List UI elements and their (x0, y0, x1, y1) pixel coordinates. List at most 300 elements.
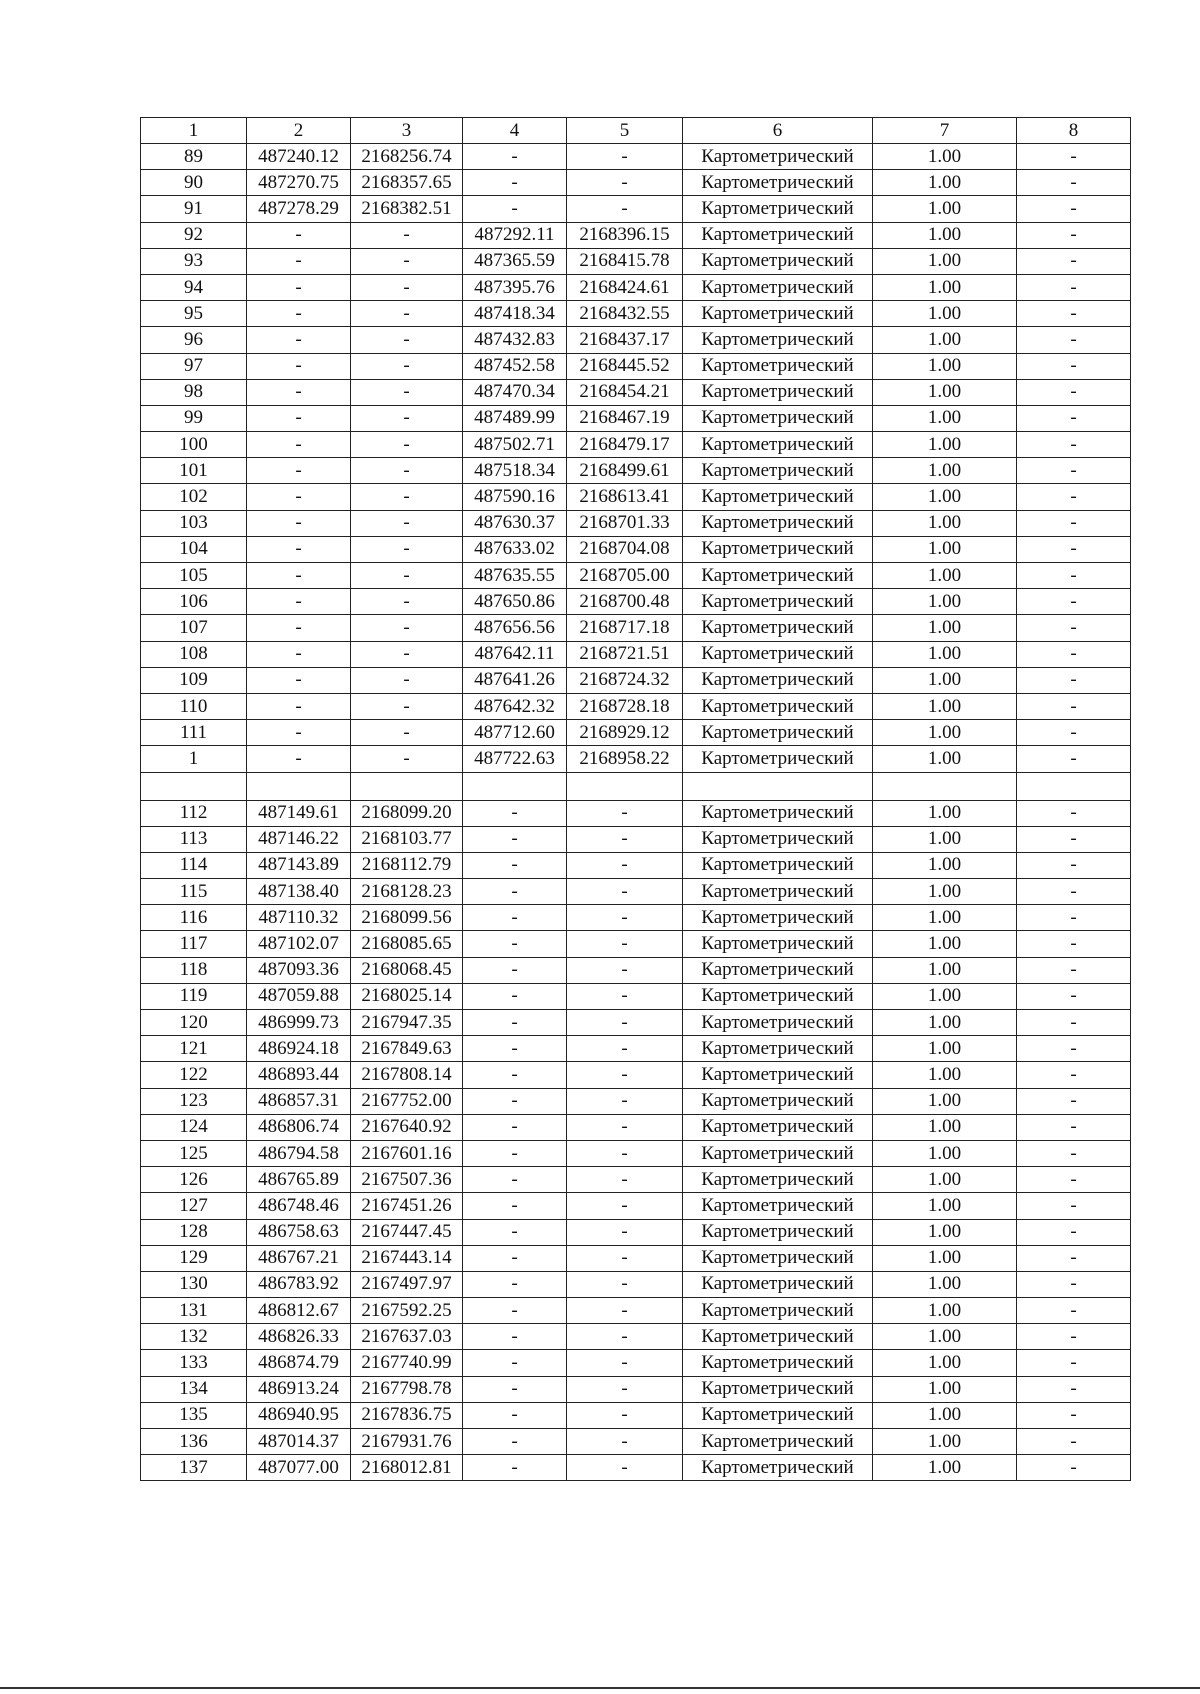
table-cell: 134 (141, 1376, 247, 1402)
table-cell: 1.00 (873, 510, 1017, 536)
table-cell: Картометрический (683, 931, 873, 957)
table-cell: - (1017, 1036, 1131, 1062)
table-row (141, 720, 1131, 746)
table-cell: Картометрический (683, 1114, 873, 1140)
table-cell: 128 (141, 1219, 247, 1245)
column-header: 3 (351, 118, 463, 144)
table-cell: 1.00 (873, 879, 1017, 905)
table-cell: 487292.11 (463, 222, 567, 248)
table-cell: - (567, 1010, 683, 1036)
table-cell: 1 (141, 746, 247, 772)
table-cell: - (1017, 1455, 1131, 1481)
table-cell: Картометрический (683, 327, 873, 353)
table-cell: 486913.24 (247, 1376, 351, 1402)
table-cell: 107 (141, 615, 247, 641)
table-cell: 487633.02 (463, 536, 567, 562)
table-cell: - (351, 563, 463, 589)
table-cell: 2168025.14 (351, 983, 463, 1009)
table-cell: - (1017, 1193, 1131, 1219)
table-cell: 1.00 (873, 248, 1017, 274)
table-cell: 90 (141, 170, 247, 196)
table-cell: 2168724.32 (567, 667, 683, 693)
coordinates-table (140, 117, 1131, 1481)
table-cell: 2167947.35 (351, 1010, 463, 1036)
table-cell: - (567, 1167, 683, 1193)
table-row (141, 641, 1131, 667)
table-row (141, 536, 1131, 562)
table-cell: 2167592.25 (351, 1298, 463, 1324)
table-cell: 486893.44 (247, 1062, 351, 1088)
table-cell: - (1017, 353, 1131, 379)
table-cell: - (1017, 1088, 1131, 1114)
table-cell: 2167640.92 (351, 1114, 463, 1140)
table-cell: 109 (141, 667, 247, 693)
table-cell: - (1017, 1010, 1131, 1036)
table-cell: 96 (141, 327, 247, 353)
table-cell: - (247, 458, 351, 484)
table-cell: Картометрический (683, 222, 873, 248)
table-cell: 487365.59 (463, 248, 567, 274)
table-cell: - (1017, 274, 1131, 300)
table-cell: 486765.89 (247, 1167, 351, 1193)
table-cell: 486924.18 (247, 1036, 351, 1062)
table-cell: 113 (141, 826, 247, 852)
table-cell: 2167808.14 (351, 1062, 463, 1088)
table-cell: 487418.34 (463, 301, 567, 327)
table-cell: 2168068.45 (351, 957, 463, 983)
table-row (141, 144, 1131, 170)
table-cell: 132 (141, 1324, 247, 1350)
table-cell: Картометрический (683, 170, 873, 196)
table-cell: 1.00 (873, 170, 1017, 196)
table-cell: - (463, 1271, 567, 1297)
table-cell: 2168721.51 (567, 641, 683, 667)
table-cell: 2168705.00 (567, 563, 683, 589)
table-cell: 1.00 (873, 615, 1017, 641)
table-cell: 1.00 (873, 1324, 1017, 1350)
table-cell: Картометрический (683, 484, 873, 510)
table-cell: 1.00 (873, 905, 1017, 931)
table-cell: 486794.58 (247, 1140, 351, 1166)
table-cell: - (567, 1376, 683, 1402)
table-cell: 1.00 (873, 1350, 1017, 1376)
table-cell: 2168432.55 (567, 301, 683, 327)
table-cell: 1.00 (873, 983, 1017, 1009)
table-cell: 1.00 (873, 327, 1017, 353)
table-cell: Картометрический (683, 1193, 873, 1219)
table-cell: 112 (141, 800, 247, 826)
table-cell: 2167836.75 (351, 1402, 463, 1428)
table-cell: 2168357.65 (351, 170, 463, 196)
table-cell: 1.00 (873, 1271, 1017, 1297)
table-cell: - (1017, 1429, 1131, 1455)
table-cell: - (1017, 379, 1131, 405)
table-row (141, 800, 1131, 826)
table-cell: - (247, 301, 351, 327)
table-row (141, 615, 1131, 641)
table-cell: - (247, 405, 351, 431)
table-cell: 2168099.20 (351, 800, 463, 826)
table-cell: 486783.92 (247, 1271, 351, 1297)
table-cell: Картометрический (683, 615, 873, 641)
table-cell: - (247, 615, 351, 641)
table-cell: - (1017, 432, 1131, 458)
table-row (141, 274, 1131, 300)
table-cell: 1.00 (873, 301, 1017, 327)
table-cell: Картометрический (683, 458, 873, 484)
table-cell: 1.00 (873, 931, 1017, 957)
table-cell: - (463, 826, 567, 852)
table-cell: 104 (141, 536, 247, 562)
table-cell: 2168424.61 (567, 274, 683, 300)
table-cell: - (1017, 826, 1131, 852)
table-row (141, 563, 1131, 589)
column-header: 4 (463, 118, 567, 144)
table-row (141, 1429, 1131, 1455)
table-cell: 487014.37 (247, 1429, 351, 1455)
table-cell: 2168958.22 (567, 746, 683, 772)
table-cell: - (567, 1429, 683, 1455)
table-cell: - (567, 1402, 683, 1428)
table-row (141, 1376, 1131, 1402)
table-cell: 137 (141, 1455, 247, 1481)
table-cell: 487240.12 (247, 144, 351, 170)
table-cell: - (247, 563, 351, 589)
table-row (141, 852, 1131, 878)
table-cell: Картометрический (683, 1376, 873, 1402)
table-cell: - (1017, 1324, 1131, 1350)
table-cell: - (247, 327, 351, 353)
table-cell: 1.00 (873, 852, 1017, 878)
table-cell: Картометрический (683, 1350, 873, 1376)
table-cell: 2168467.19 (567, 405, 683, 431)
table-cell: 92 (141, 222, 247, 248)
table-row (141, 931, 1131, 957)
column-header: 6 (683, 118, 873, 144)
table-cell: 487642.11 (463, 641, 567, 667)
table-cell: 2168103.77 (351, 826, 463, 852)
table-cell: Картометрический (683, 957, 873, 983)
table-cell: 1.00 (873, 222, 1017, 248)
table-cell: 1.00 (873, 1167, 1017, 1193)
table-cell: 1.00 (873, 1036, 1017, 1062)
table-cell: 126 (141, 1167, 247, 1193)
table-cell: 487502.71 (463, 432, 567, 458)
table-cell: - (1017, 879, 1131, 905)
table-cell: 1.00 (873, 957, 1017, 983)
table-cell: - (567, 931, 683, 957)
table-cell: Картометрический (683, 1088, 873, 1114)
table-cell: 487518.34 (463, 458, 567, 484)
table-cell: - (567, 1219, 683, 1245)
table-cell: - (463, 1193, 567, 1219)
table-row (141, 301, 1131, 327)
table-cell: Картометрический (683, 800, 873, 826)
table-cell: 116 (141, 905, 247, 931)
table-cell: - (567, 800, 683, 826)
table-cell: Картометрический (683, 1219, 873, 1245)
column-header: 2 (247, 118, 351, 144)
table-cell: 487635.55 (463, 563, 567, 589)
table-cell: Картометрический (683, 1167, 873, 1193)
table-cell: 1.00 (873, 826, 1017, 852)
table-cell: - (463, 1324, 567, 1350)
table-cell: Картометрический (683, 720, 873, 746)
table-cell: - (463, 1298, 567, 1324)
table-cell: - (1017, 800, 1131, 826)
table-cell: 1.00 (873, 274, 1017, 300)
table-cell: 1.00 (873, 1062, 1017, 1088)
table-cell: - (247, 222, 351, 248)
table-cell: 1.00 (873, 1088, 1017, 1114)
table-cell: 100 (141, 432, 247, 458)
table-cell (463, 772, 567, 800)
table-row (141, 1167, 1131, 1193)
table-cell: 486758.63 (247, 1219, 351, 1245)
table-cell: 487093.36 (247, 957, 351, 983)
table-cell: Картометрический (683, 1271, 873, 1297)
table-cell: 1.00 (873, 800, 1017, 826)
table-cell: - (351, 458, 463, 484)
table-cell: Картометрический (683, 1036, 873, 1062)
table-cell: 2167849.63 (351, 1036, 463, 1062)
table-cell: 127 (141, 1193, 247, 1219)
table-cell: Картометрический (683, 1140, 873, 1166)
table-cell: - (1017, 536, 1131, 562)
table-cell: - (1017, 301, 1131, 327)
table-cell: 91 (141, 196, 247, 222)
table-cell (351, 772, 463, 800)
table-cell: 1.00 (873, 144, 1017, 170)
table-cell: - (247, 484, 351, 510)
table-cell: - (1017, 1140, 1131, 1166)
table-cell: 2168099.56 (351, 905, 463, 931)
table-row (141, 1402, 1131, 1428)
table-cell: Картометрический (683, 248, 873, 274)
table-cell: - (1017, 720, 1131, 746)
column-header: 5 (567, 118, 683, 144)
table-cell: 486767.21 (247, 1245, 351, 1271)
table-cell: 1.00 (873, 484, 1017, 510)
table-cell: - (1017, 641, 1131, 667)
table-cell: 487149.61 (247, 800, 351, 826)
table-cell: 125 (141, 1140, 247, 1166)
table-cell: - (567, 1298, 683, 1324)
table-cell: 1.00 (873, 1114, 1017, 1140)
table-row (141, 405, 1131, 431)
table-cell: - (351, 615, 463, 641)
table-row (141, 1219, 1131, 1245)
table-cell: 95 (141, 301, 247, 327)
table-cell: - (247, 693, 351, 719)
table-cell: Картометрический (683, 905, 873, 931)
table-row (141, 222, 1131, 248)
table-cell: 486826.33 (247, 1324, 351, 1350)
table-cell: - (463, 800, 567, 826)
table-cell: 106 (141, 589, 247, 615)
table-cell (141, 772, 247, 800)
table-cell: Картометрический (683, 641, 873, 667)
table-cell: 2168499.61 (567, 458, 683, 484)
table-cell: 130 (141, 1271, 247, 1297)
table-cell: 1.00 (873, 432, 1017, 458)
table-cell: 99 (141, 405, 247, 431)
table-cell: - (463, 1114, 567, 1140)
table-cell: 120 (141, 1010, 247, 1036)
table-cell: - (1017, 222, 1131, 248)
table-cell: - (567, 1114, 683, 1140)
table-cell: - (1017, 957, 1131, 983)
table-cell (683, 772, 873, 800)
table-cell: 98 (141, 379, 247, 405)
table-cell: 121 (141, 1036, 247, 1062)
table-cell: 487722.63 (463, 746, 567, 772)
table-cell: 1.00 (873, 353, 1017, 379)
table-cell: - (567, 879, 683, 905)
table-cell: - (351, 484, 463, 510)
table-cell: Картометрический (683, 405, 873, 431)
table-row (141, 379, 1131, 405)
table-separator-row (141, 772, 1131, 800)
table-cell: Картометрический (683, 1245, 873, 1271)
table-cell: - (247, 274, 351, 300)
table-cell: - (463, 144, 567, 170)
table-cell: 133 (141, 1350, 247, 1376)
table-cell: - (1017, 615, 1131, 641)
table-cell: 2167497.97 (351, 1271, 463, 1297)
table-cell: - (1017, 1402, 1131, 1428)
table-cell: - (351, 589, 463, 615)
table-row (141, 1455, 1131, 1481)
table-cell: 123 (141, 1088, 247, 1114)
table-cell: Картометрический (683, 1324, 873, 1350)
table-cell: 136 (141, 1429, 247, 1455)
table-cell: - (247, 667, 351, 693)
table-cell: - (247, 641, 351, 667)
table-cell: - (351, 536, 463, 562)
table-cell: 2168128.23 (351, 879, 463, 905)
table-cell: - (1017, 746, 1131, 772)
table-cell: 487630.37 (463, 510, 567, 536)
table-cell: - (1017, 1350, 1131, 1376)
table-cell: - (463, 1455, 567, 1481)
table-row (141, 458, 1131, 484)
table-cell: Картометрический (683, 144, 873, 170)
table-cell: - (463, 879, 567, 905)
table-cell: 1.00 (873, 641, 1017, 667)
table-cell: Картометрический (683, 563, 873, 589)
table-cell: Картометрический (683, 1298, 873, 1324)
table-cell: 108 (141, 641, 247, 667)
table-cell: 487278.29 (247, 196, 351, 222)
table-cell: 1.00 (873, 1193, 1017, 1219)
table-cell: 487270.75 (247, 170, 351, 196)
table-cell: 487395.76 (463, 274, 567, 300)
table-cell: 2168728.18 (567, 693, 683, 719)
table-cell: 118 (141, 957, 247, 983)
table-cell: - (351, 746, 463, 772)
table-cell: 2167447.45 (351, 1219, 463, 1245)
table-cell: 2168717.18 (567, 615, 683, 641)
table-cell: 1.00 (873, 1140, 1017, 1166)
table-cell: - (1017, 1245, 1131, 1271)
table-cell: - (1017, 510, 1131, 536)
table-cell: 487077.00 (247, 1455, 351, 1481)
table-row (141, 826, 1131, 852)
table-cell: - (351, 301, 463, 327)
page-bottom-rule (0, 1687, 1200, 1689)
table-cell: 2167740.99 (351, 1350, 463, 1376)
table-row (141, 1010, 1131, 1036)
table-cell: - (567, 1245, 683, 1271)
table-cell: 486748.46 (247, 1193, 351, 1219)
table-cell: 2168445.52 (567, 353, 683, 379)
table-cell: 486806.74 (247, 1114, 351, 1140)
table-cell: - (1017, 327, 1131, 353)
table-cell: 486874.79 (247, 1350, 351, 1376)
table-row (141, 1193, 1131, 1219)
table-cell: 1.00 (873, 1010, 1017, 1036)
table-row (141, 196, 1131, 222)
table-cell: 487641.26 (463, 667, 567, 693)
table-cell: - (567, 1324, 683, 1350)
table-cell: - (567, 983, 683, 1009)
table-cell: 2168701.33 (567, 510, 683, 536)
table-cell: 1.00 (873, 1402, 1017, 1428)
table-cell: - (1017, 667, 1131, 693)
table-cell: 115 (141, 879, 247, 905)
table-row (141, 432, 1131, 458)
table-cell: - (1017, 563, 1131, 589)
table-cell: 487470.34 (463, 379, 567, 405)
table-cell: - (463, 1376, 567, 1402)
table-cell: 129 (141, 1245, 247, 1271)
table-row (141, 170, 1131, 196)
table-row (141, 957, 1131, 983)
table-cell: 1.00 (873, 1429, 1017, 1455)
table-cell: - (1017, 1062, 1131, 1088)
table-cell: - (1017, 248, 1131, 274)
table-cell: 111 (141, 720, 247, 746)
table-cell: 2167637.03 (351, 1324, 463, 1350)
table-cell: - (463, 1140, 567, 1166)
table-cell: 1.00 (873, 693, 1017, 719)
table-cell: - (463, 1062, 567, 1088)
table-cell: - (463, 170, 567, 196)
table-cell: - (1017, 484, 1131, 510)
table-cell: - (247, 589, 351, 615)
table-row (141, 1140, 1131, 1166)
table-cell: - (1017, 852, 1131, 878)
table-cell: 2168256.74 (351, 144, 463, 170)
table-cell: 487059.88 (247, 983, 351, 1009)
table-cell: - (1017, 144, 1131, 170)
table-cell: - (463, 1245, 567, 1271)
table-cell: - (463, 1350, 567, 1376)
column-header: 7 (873, 118, 1017, 144)
table-cell: 486999.73 (247, 1010, 351, 1036)
table-row (141, 879, 1131, 905)
table-cell: 1.00 (873, 720, 1017, 746)
table-cell: 135 (141, 1402, 247, 1428)
table-cell: - (1017, 1167, 1131, 1193)
table-row (141, 327, 1131, 353)
table-cell: 1.00 (873, 1376, 1017, 1402)
table-cell: 1.00 (873, 458, 1017, 484)
table-cell: Картометрический (683, 536, 873, 562)
table-cell: - (463, 1402, 567, 1428)
table-cell: Картометрический (683, 353, 873, 379)
